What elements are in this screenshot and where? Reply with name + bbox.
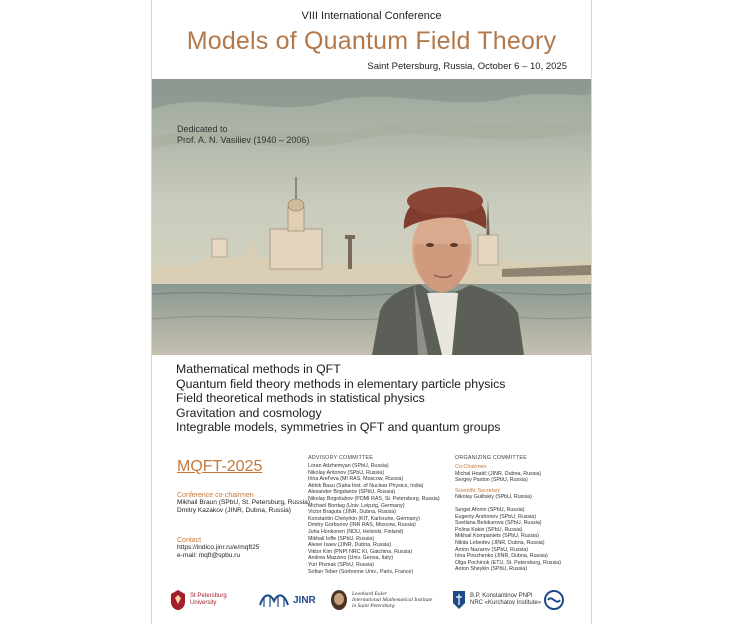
jinr-name: JINR [293,594,316,606]
contact-heading: Contact [177,537,202,544]
dedication-line-2: Prof. A. N. Vasiliev (1940 – 2006) [177,135,310,145]
place-date: Saint Petersburg, Russia, October 6 – 10, 2025 [367,61,567,72]
advisory-heading: ADVISORY COMMITTEE [308,455,374,461]
organizing-heading: ORGANIZING COMMITTEE [455,455,527,461]
dedication [177,124,309,146]
conference-edition: VIII International Conference [301,10,442,22]
contact-email[interactable]: e-mail: mqft@spbu.ru [177,552,241,560]
spbu-crest-icon [170,589,186,611]
jinr-logo [258,583,316,617]
advisory-member: Victor Braguta (JINR, Dubna, Russia) [308,509,396,516]
topics-list [176,362,505,435]
advisory-member: Viktor Kim (PNPI NRC KI, Gatchina, Russia) [308,548,413,555]
topic-item: Integrable models, symmetries in QFT and quantum groups [176,420,501,435]
topic-item: Quantum field theory methods in elementary particle physics [176,376,506,391]
organizing-member: Svetlana Belokurova (SPbU, Russia) [455,520,542,527]
organizing-member: Anton Nazarov (SPbU, Russia) [455,546,529,553]
spbu-name-1: St Petersburg [190,593,227,599]
advisory-member: Yuri Pismak (SPbU, Russia) [308,561,374,568]
advisory-member: Sofian Teber (Sorbonne Univ., Paris, France) [308,568,414,575]
cochairmen-heading: Conference co-chairmen [177,492,254,499]
kurchatov-emblem-icon [544,590,564,610]
advisory-member: Alexei Isaev (JINR, Dubna, Russia) [308,542,392,549]
advisory-member: Loran Adzhemyan (SPbU, Russia) [308,463,389,469]
conference-title: Models of Quantum Field Theory [186,27,557,55]
poster-header [152,0,591,78]
euler-institute-logo [330,583,432,617]
organizing-member: Mikhail Kompaniets (SPbU, Russia) [455,533,539,540]
spbu-name-2: University [190,600,217,606]
advisory-member: Alexander Bogdanov (SPbU, Russia) [308,489,396,496]
organizing-committee [455,455,587,573]
sponsor-logos [152,583,591,619]
pnpi-line-1: B.P. Konstantinov PNPI [470,593,533,599]
organizing-cochairman: Sergey Paston (SPbU, Russia) [455,477,528,484]
contact-url[interactable]: https://indico.jinr.ru/e/mqft25 [177,544,260,551]
topic-item: Field theoretical methods in statistical physics [176,391,425,406]
organizing-member: Irina Pirozhenko (JINR, Dubna, Russia) [455,553,548,560]
advisory-member: Dmitry Gorbunov (INR RAS, Moscow, Russia) [308,522,416,529]
euler-portrait-icon [330,589,348,611]
advisory-member: Irina Aref'eva (MI RAS, Moscow, Russia) [308,476,404,483]
topic-item: Gravitation and cosmology [176,405,322,420]
dedication-line-1: Dedicated to [177,124,228,134]
spbu-logo [170,583,227,617]
advisory-committee [308,455,448,575]
cochairman: Mikhail Braun (SPbU, St. Petersburg, Russia) [177,499,311,506]
co-chairmen-label: Co-Chairmen [455,464,487,470]
euler-line-3: in Saint Petersburg [352,603,395,609]
cochairmen-block [177,492,310,516]
euler-line-2: International Mathematical Institute [352,597,433,603]
organizing-member: Eugeniy Andronov (SPbU, Russia) [455,513,536,520]
advisory-member: Abhik Basu (Saha Inst. of Nuclear Physics, India) [308,482,424,489]
advisory-member: Andrea Mazzino (Univ. Genoa, Italy) [308,555,393,562]
advisory-member: Konstantin Chetyrkin (KIT, Karlsruhe, Germany) [308,515,420,522]
pnpi-emblem-icon [452,590,466,610]
topic-item: Mathematical methods in QFT [176,362,341,376]
cochairman: Dmitry Kazakov (JINR, Dubna, Russia) [177,507,291,515]
jinr-emblem-icon [258,591,290,609]
euler-line-1: Leonhard Euler [352,591,387,597]
organizing-member: Anton Sheykin (SPbU, Russia) [455,566,528,573]
watercolor-illustration [152,79,591,355]
organizing-member: Olga Pochinok (ETU, St. Petersburg, Russia) [455,559,561,566]
organizing-member: Polina Kakin (SPbU, Russia) [455,526,523,533]
advisory-member: Nikolay Antonov (SPbU, Russia) [308,469,384,476]
pnpi-line-2: NRC «Kurchatov Institute» [470,600,542,606]
contact-block [177,537,259,561]
scientific-secretary: Nikolay Gulitskiy (SPbU, Russia) [455,494,532,501]
advisory-member: Mikhail Ioffe (SPbU, Russia) [308,535,375,542]
organizing-member: Sergei Afonin (SPbU, Russia) [455,506,525,513]
organizing-member: Nikita Lebedev (JINR, Dubna, Russia) [455,539,545,546]
advisory-member: Juha Honkonen (NDU, Helsinki, Finland) [308,528,404,535]
advisory-member: Michael Bordag (Univ. Leipzig, Germany) [308,502,405,509]
watercolor-painting [152,79,591,355]
organizing-cochairman: Michal Hnatič (JINR, Dubna, Russia) [455,470,542,477]
advisory-member: Nikolay Bogoliubov (PDMI RAS, St. Petersburg, Russia) [308,495,440,502]
conference-poster [151,0,592,624]
pnpi-logo [452,583,564,617]
secretary-label: Scientific Secretary [455,487,501,494]
conference-short-name: MQFT-2025 [177,458,263,475]
